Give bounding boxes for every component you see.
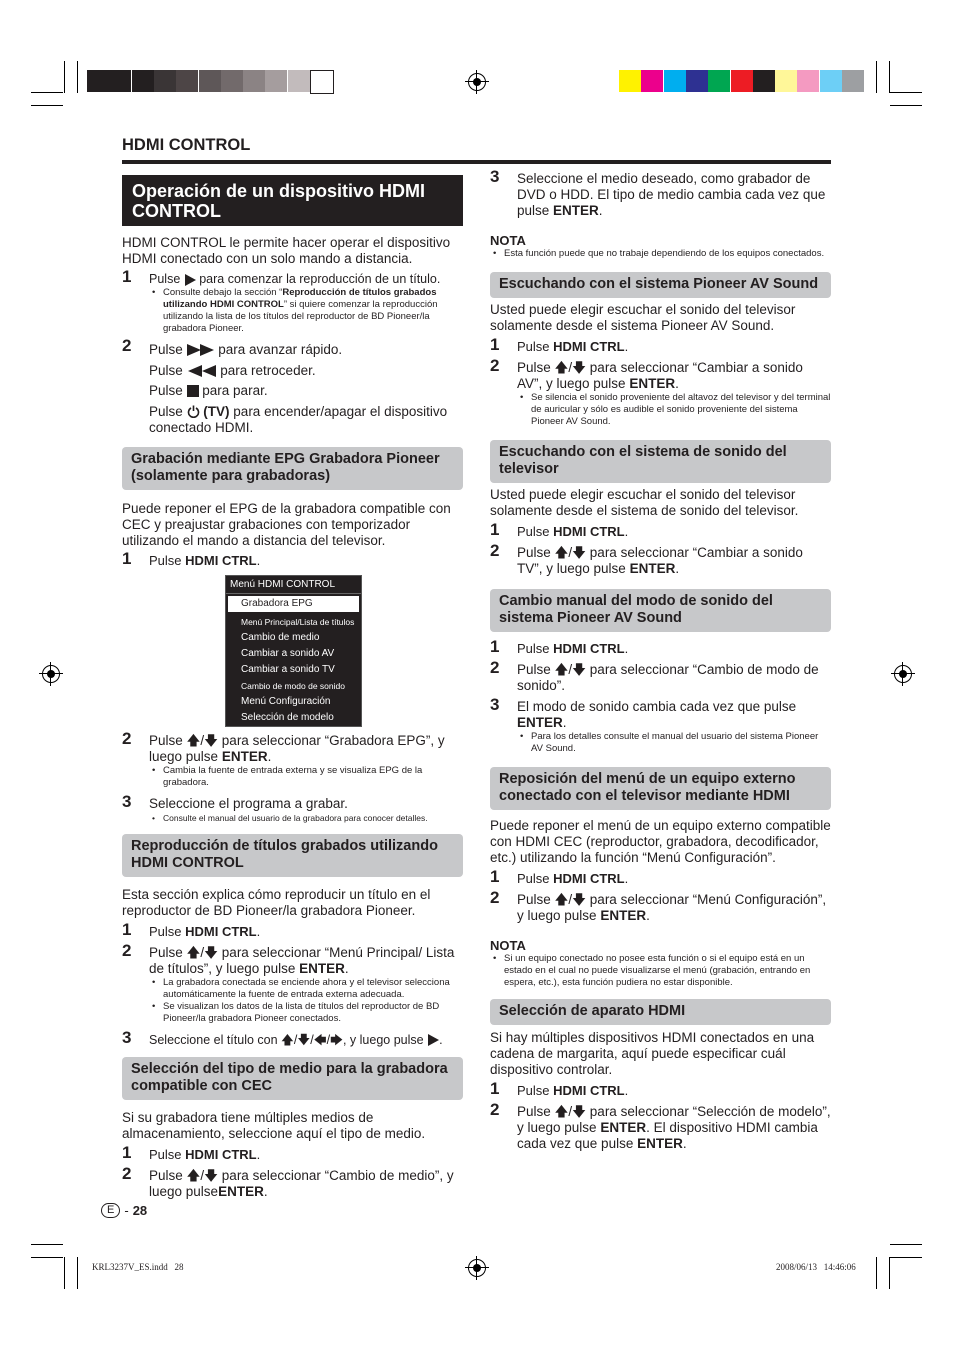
page-number-value: 28 bbox=[132, 1203, 148, 1218]
up-down-arrows-icon: 🡅/🡇 bbox=[554, 360, 587, 375]
crop-mark bbox=[876, 1257, 877, 1289]
reset-section-title: Reposición del menú de un equipo externo conectado con el televisor mediante HDMI bbox=[490, 767, 831, 810]
up-down-arrows-icon: 🡅/🡇 bbox=[554, 1104, 587, 1119]
rep-step-1: 1 Pulse HDMI CTRL. bbox=[122, 919, 261, 939]
man-step-3-note: • Para los detalles consulte el manual del usuario del sistema Pioneer AV Sound. bbox=[517, 731, 831, 755]
color-swatch bbox=[310, 70, 334, 94]
up-down-arrows-icon: 🡅/🡇 bbox=[554, 662, 587, 677]
sel-section-title: Selección del tipo de medio para la grabadora compatible con CEC bbox=[122, 1057, 463, 1100]
crop-mark bbox=[77, 1257, 78, 1289]
footer-timestamp: 2008/06/13 14:46:06 bbox=[776, 1262, 856, 1272]
rep-step-3: 3 Seleccione el título con 🡅/🡇/🡄/🡆, y luego pulse . bbox=[122, 1027, 443, 1047]
tv-intro: Usted puede elegir escuchar el sonido del televisor solamente desde el sistema de sonido del televisor. bbox=[490, 487, 799, 518]
color-swatch bbox=[87, 70, 109, 92]
epg-intro: Puede reponer el EPG de la grabadora compatible con CEC y preajustar grabaciones con temporizador utilizando el mando a distancia del televisor. bbox=[122, 500, 451, 548]
registration-mark-icon bbox=[468, 1259, 486, 1277]
crop-mark bbox=[77, 61, 78, 93]
color-swatch bbox=[109, 70, 131, 92]
epg-step-2: 2 Pulse 🡅/🡇 para seleccionar “Grabadora EPG”, y luego pulse ENTER. bbox=[122, 728, 445, 764]
media-step-3: 3 Seleccione el medio deseado, como grabador de DVD o HDD. El tipo de medio cambia cada vez que pulse ENTER. bbox=[490, 167, 826, 218]
rewind-icon bbox=[187, 365, 217, 377]
color-swatch bbox=[265, 70, 287, 92]
up-down-arrows-icon: 🡅/🡇 bbox=[554, 892, 587, 907]
stop-icon bbox=[187, 385, 199, 397]
crop-mark bbox=[889, 61, 890, 93]
epg-step-3-note: • Consulte el manual del usuario de la grabadora para conocer detalles. bbox=[149, 812, 463, 824]
crop-mark bbox=[876, 61, 877, 93]
up-down-arrows-icon: 🡅/🡇 bbox=[554, 545, 587, 560]
crop-mark bbox=[31, 105, 63, 106]
rep-step-2-note-1: • La grabadora conectada se enciende ahora y el televisor selecciona automáticamente la fuente de entrada externa adecuada. bbox=[149, 977, 463, 1001]
up-down-arrows-icon: 🡅/🡇 bbox=[186, 1167, 219, 1183]
color-swatch bbox=[753, 70, 775, 92]
man-step-1: 1 Pulse HDMI CTRL. bbox=[490, 637, 629, 656]
color-swatch bbox=[288, 70, 310, 92]
color-swatch bbox=[132, 70, 154, 92]
rst-step-1: 1 Pulse HDMI CTRL. bbox=[490, 867, 629, 886]
menu-item-modo-sonido[interactable]: Cambio de modo de sonido bbox=[241, 680, 345, 691]
fast-forward-icon bbox=[187, 344, 215, 356]
sel-step-1: 1 Pulse HDMI CTRL. bbox=[122, 1142, 261, 1162]
main-title: Operación de un dispositivo HDMI CONTROL bbox=[122, 175, 463, 226]
color-swatch bbox=[619, 70, 641, 92]
crop-mark bbox=[64, 61, 65, 93]
menu-item-sonido-av[interactable]: Cambiar a sonido AV bbox=[241, 647, 335, 659]
color-swatch bbox=[641, 70, 663, 92]
av-step-2: 2 Pulse 🡅/🡇 para seleccionar “Cambiar a sonido AV”, y luego pulse ENTER. bbox=[490, 356, 803, 391]
tv-step-2: 2 Pulse 🡅/🡇 para seleccionar “Cambiar a sonido TV”, y luego pulse ENTER. bbox=[490, 541, 803, 576]
epg-step-2-note: • Cambia la fuente de entrada externa y se visualiza EPG de la grabadora. bbox=[149, 765, 463, 789]
man-step-3: 3 El modo de sonido cambia cada vez que pulse ENTER. bbox=[490, 695, 797, 730]
page-number: E - 28 bbox=[101, 1203, 147, 1218]
menu-item-seleccion-modelo[interactable]: Selección de modelo bbox=[241, 711, 334, 723]
footer-file: KRL3237V_ES.indd 28 bbox=[92, 1262, 184, 1272]
menu-item-grabadora-epg[interactable]: Grabadora EPG bbox=[228, 596, 359, 612]
color-swatch bbox=[797, 70, 819, 92]
rep-intro: Esta sección explica cómo reproducir un título en el reproductor de BD Pioneer/la grabadora Pioneer. bbox=[122, 886, 431, 918]
four-arrows-icon: 🡅/🡇/🡄/🡆 bbox=[281, 1032, 343, 1047]
page-prefix-badge: E bbox=[101, 1203, 120, 1218]
color-swatch bbox=[686, 70, 708, 92]
right-column bbox=[490, 167, 831, 1152]
tv-section-title: Escuchando con el sistema de sonido del televisor bbox=[490, 440, 831, 483]
menu-title: Menú HDMI CONTROL bbox=[226, 576, 361, 594]
device-section-title: Selección de aparato HDMI bbox=[490, 999, 831, 1025]
play-icon bbox=[184, 274, 196, 286]
color-swatch bbox=[154, 70, 176, 92]
crop-mark bbox=[31, 1244, 63, 1245]
hdmi-control-menu bbox=[225, 575, 362, 727]
note-text: • Si un equipo conectado no posee esta función o si el equipo está en un estado en el cual no puede visualizarse el menú (grabación, entrando en espera, etc.), esta función pudiera no estar disponible. bbox=[490, 953, 831, 989]
rep-step-2: 2 Pulse 🡅/🡇 para seleccionar “Menú Principal/ Lista de títulos”, y luego pulse ENTER. bbox=[122, 940, 455, 976]
av-section-title: Escuchando con el sistema Pioneer AV Sound bbox=[490, 272, 831, 298]
play-icon bbox=[427, 1034, 439, 1046]
manual-section-title: Cambio manual del modo de sonido del sistema Pioneer AV Sound bbox=[490, 589, 831, 632]
reset-intro: Puede reponer el menú de un equipo externo compatible con HDMI CEC (reproductor, grabadora, decodificador, etc.) utilizando la función “Menú Configuración”. bbox=[490, 818, 831, 865]
sa-step-1: 1 Pulse HDMI CTRL. bbox=[490, 1079, 629, 1098]
sa-step-2: 2 Pulse 🡅/🡇 para seleccionar “Selección de modelo”, y luego pulse ENTER. El dispositivo HDMI cambia cada vez que pulse ENTER. bbox=[490, 1100, 831, 1151]
color-swatch bbox=[708, 70, 730, 92]
epg-step-3: 3 Seleccione el programa a grabar. bbox=[122, 791, 348, 811]
sel-step-2: 2 Pulse 🡅/🡇 para seleccionar “Cambio de medio”, y luego pulseENTER. bbox=[122, 1163, 454, 1199]
crop-mark bbox=[889, 1257, 890, 1289]
color-swatch bbox=[243, 70, 265, 92]
sel-intro: Si su grabadora tiene múltiples medios de almacenamiento, seleccione aquí el tipo de medio. bbox=[122, 1109, 426, 1141]
section-title: HDMI CONTROL bbox=[122, 136, 251, 154]
note-heading: NOTA bbox=[490, 938, 526, 953]
step-note: • Consulte debajo la sección “Reproducción de títulos grabados utilizando HDMI CONTROL” si quiere comenzar la reproducción utilizando la lista de los títulos del reproductor de BD Pioneer/la grabadora Pioneer. bbox=[149, 287, 463, 335]
crop-mark bbox=[890, 1257, 922, 1258]
epg-step-1: 1 Pulse HDMI CTRL. bbox=[122, 548, 261, 568]
up-down-arrows-icon: 🡅/🡇 bbox=[186, 732, 219, 748]
color-swatch bbox=[842, 70, 864, 92]
menu-item-configuracion[interactable]: Menú Configuración bbox=[241, 695, 331, 707]
left-column bbox=[122, 175, 463, 1200]
step-2: 2 Pulse para avanzar rápido. Pulse para retroceder. Pulse para parar. Pulse (TV) para encender/apagar el dispositivo conectado HDMI. bbox=[122, 336, 448, 435]
crop-mark bbox=[31, 92, 63, 93]
epg-section-title: Grabación mediante EPG Grabadora Pioneer (solamente para grabadoras) bbox=[122, 447, 463, 490]
up-down-arrows-icon: 🡅/🡇 bbox=[186, 944, 219, 960]
color-swatch bbox=[731, 70, 753, 92]
device-intro: Si hay múltiples dispositivos HDMI conectados en una cadena de margarita, aquí puede especificar cuál dispositivo controlar. bbox=[490, 1030, 815, 1077]
av-step-2-note: • Se silencia el sonido proveniente del altavoz del televisor y del terminal de auricular y sólo es audible el sonido proveniente del sistema Pioneer AV Sound. bbox=[517, 392, 831, 428]
note-heading: NOTA bbox=[490, 233, 526, 248]
menu-item-menu-principal[interactable]: Menú Principal/Lista de títulos bbox=[241, 616, 355, 627]
menu-item-sonido-tv[interactable]: Cambiar a sonido TV bbox=[241, 663, 335, 675]
registration-mark-icon bbox=[42, 665, 60, 683]
color-swatch bbox=[199, 70, 221, 92]
rep-step-2-note-2: • Se visualizan los datos de la lista de títulos del reproductor de BD Pioneer/la grabadora Pioneer conectados. bbox=[149, 1001, 463, 1025]
step-1: 1 Pulse para comenzar la reproducción de un título. bbox=[122, 267, 441, 286]
color-swatch bbox=[221, 70, 243, 92]
rst-step-2: 2 Pulse 🡅/🡇 para seleccionar “Menú Configuración”, y luego pulse ENTER. bbox=[490, 888, 827, 923]
crop-mark bbox=[64, 1257, 65, 1289]
crop-mark bbox=[890, 1244, 922, 1245]
crop-mark bbox=[890, 105, 922, 106]
man-step-2: 2 Pulse 🡅/🡇 para seleccionar “Cambio de modo de sonido”. bbox=[490, 658, 819, 693]
section-rule bbox=[122, 160, 831, 164]
menu-item-cambio-de-medio[interactable]: Cambio de medio bbox=[241, 631, 320, 643]
note-text: • Esta función puede que no trabaje dependiendo de los equipos conectados. bbox=[490, 248, 831, 260]
power-icon bbox=[187, 405, 200, 418]
crop-mark bbox=[31, 1257, 63, 1258]
rep-section-title: Reproducción de títulos grabados utilizando HDMI CONTROL bbox=[122, 834, 463, 877]
registration-mark-icon bbox=[894, 665, 912, 683]
av-step-1: 1 Pulse HDMI CTRL. bbox=[490, 335, 629, 354]
registration-mark-icon bbox=[468, 73, 486, 91]
color-swatch bbox=[820, 70, 842, 92]
av-intro: Usted puede elegir escuchar el sonido del televisor solamente desde el sistema Pioneer AV Sound. bbox=[490, 302, 796, 333]
color-swatch bbox=[775, 70, 797, 92]
tv-step-1: 1 Pulse HDMI CTRL. bbox=[490, 520, 629, 539]
color-swatch bbox=[176, 70, 198, 92]
intro-text: HDMI CONTROL le permite hacer operar el dispositivo HDMI conectado con un solo mando a distancia. bbox=[122, 235, 451, 266]
crop-mark bbox=[890, 92, 922, 93]
color-swatch bbox=[664, 70, 686, 92]
